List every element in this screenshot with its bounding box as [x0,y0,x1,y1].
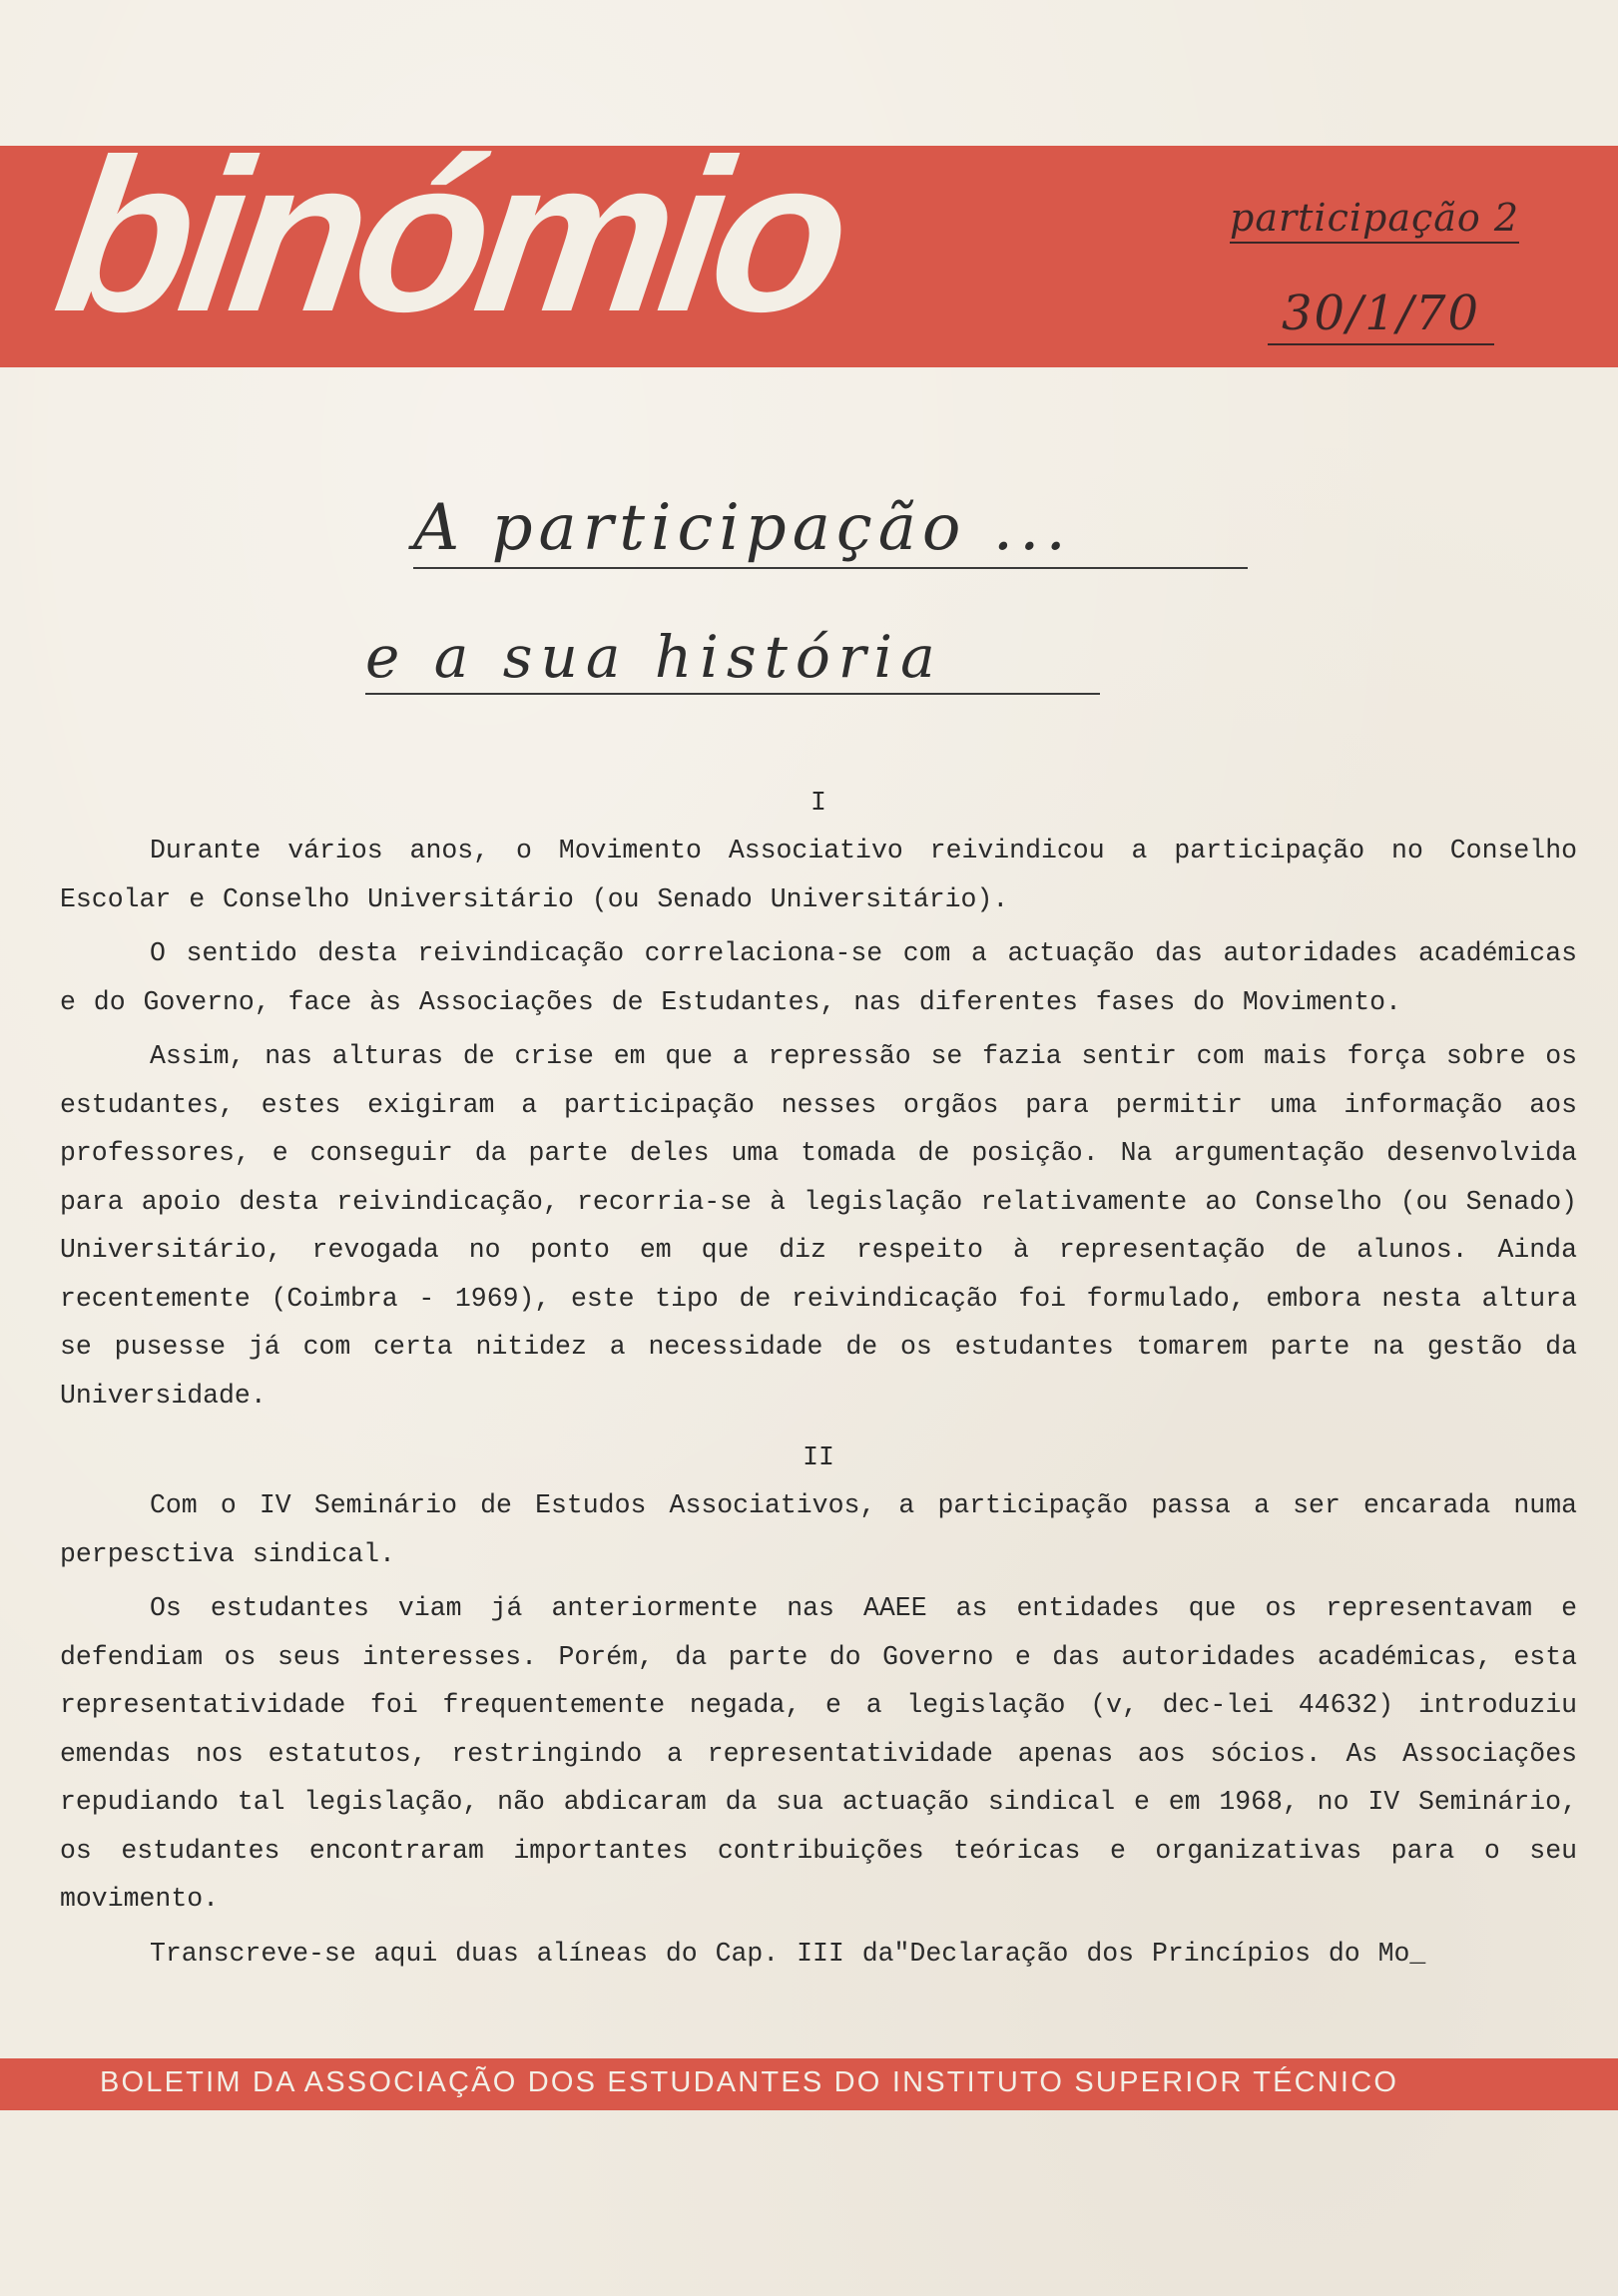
article-body [60,779,1577,1984]
paragraph: Transcreve-se aqui duas alíneas do Cap. III da"Declaração dos Princípios do Mo_ [150,1938,1426,1969]
paragraph: Durante vários anos, o Movimento Associativo reivindicou a participação no Conselho Escolar e Conselho Universitário (ou Senado Universitário). [60,836,1577,914]
footer-text: BOLETIM DA ASSOCIAÇÃO DOS ESTUDANTES DO INSTITUTO SUPERIOR TÉCNICO [100,2066,1399,2098]
article-title-line-1: A participação ... [413,491,1248,569]
issue-label: participação 2 [1230,196,1519,244]
paragraph: Os estudantes viam já anteriormente nas AAEE as entidades que os representavam e defendiam os seus interesses. Porém, da parte do Governo e das autoridades académicas, esta representatividade foi frequentemente negada, e a legislação (v, dec-lei 44632) introduziu emendas nos estatutos, restringindo a representatividade apenas aos sócios. As Associações repudiando tal legislação, não abdicaram da sua actuação sindical e em 1968, no IV Seminário, os estudantes encontraram importantes contribuições teóricas e organizativas para o seu movimento. [60,1593,1577,1914]
section-2 [60,1434,1577,1978]
paragraph: Assim, nas alturas de crise em que a repressão se fazia sentir com mais força sobre os estudantes, estes exigiram a participação nesses orgãos para permitir uma informação aos professores, e conseguir da parte deles uma tomada de posição. Na argumentação desenvolvida para apoio desta reivindicação, recorria-se à legislação relativamente ao Conselho (ou Senado) Universitário, revogada no ponto em que diz respeito à representação de alunos. Ainda recentemente (Coimbra - 1969), este tipo de reivindicação foi formulado, embora nesta altura se pusesse já com certa nitidez a necessidade de os estudantes tomarem parte na gestão da Universidade. [60,1041,1577,1411]
masthead-title: binómio [44,115,855,357]
article-title-line-2: e a sua história [365,623,1100,695]
paragraph: O sentido desta reivindicação correlaciona-se com a actuação das autoridades académicas e do Governo, face às Associações de Estudantes, nas diferentes fases do Movimento. [60,938,1577,1017]
issue-date: 30/1/70 [1268,286,1494,345]
section-numeral: II [803,1442,834,1472]
paragraph: Com o IV Seminário de Estudos Associativos, a participação passa a ser encarada numa perpesctiva sindical. [60,1490,1577,1569]
section-1 [60,779,1577,1420]
section-numeral: I [810,788,826,818]
